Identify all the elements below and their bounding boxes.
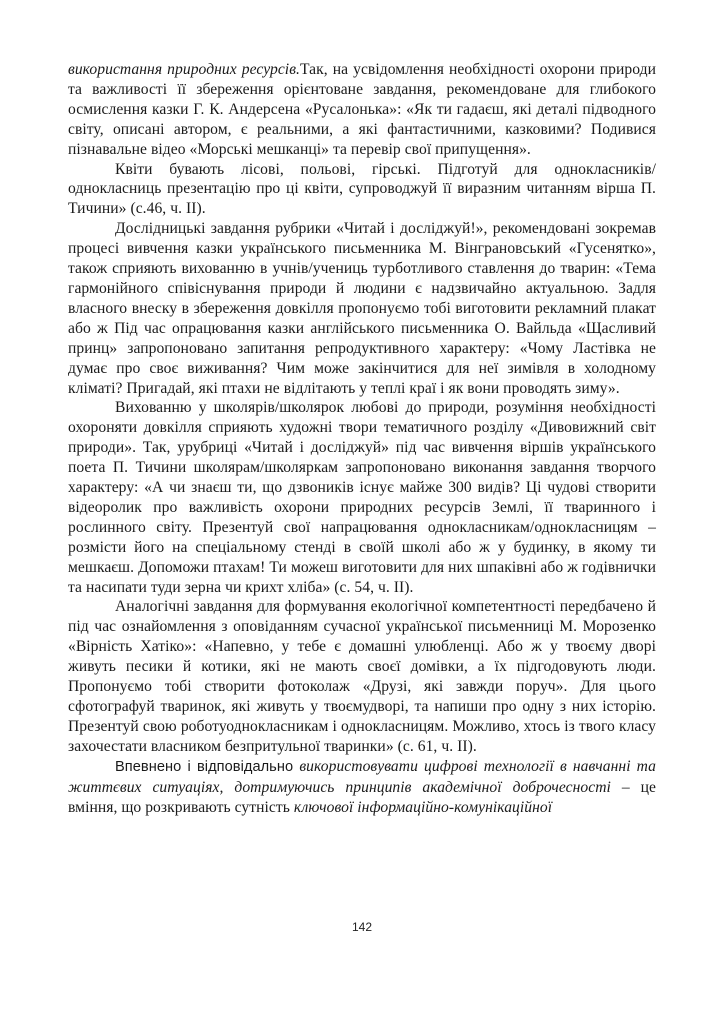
paragraph-6-lead: Впевнено і відповідально — [115, 758, 300, 775]
page-number: 142 — [351, 920, 373, 934]
paragraph-3: Дослідницькі завдання рубрики «Читай і досліджуй!», рекомендовані зокремав процесі вивчення казки українського письменника М. Вінграновський «Гусенятко», також сприяють вихованню в учнів/учениць турботливого ставлення до тварин: «Тема гармонійного співіснування природи й людини є надзвичайно актуальною. Задля власного внеску в збереження довкілля пропонуємо тобі виготовити рекламний плакат або ж Під час опрацювання казки англійського письменника О. Вайльда «Щасливий принц» запропоновано запитання репродуктивного характеру: «Чому Ластівка не думає про своє виживання? Чим може закінчитися для неї зимівля в холодному кліматі? Пригадай, які птахи не відлітають у теплі краї і як вони проводять зиму». — [68, 220, 656, 397]
italic-phrase: ключової інформаційно-комунікаційної — [293, 798, 553, 816]
paragraph-5: Аналогічні завдання для формування екологічної компетентності передбачено й під час ознайомлення з оповіданням сучасної української письменниці М. Морозенко «Вірність Хатіко»: «Напевно, у тебе є домашні улюбленці. Або ж у твоєму дворі живуть песики й котики, які не мають своєї домівки, а їх підгодовують люди. Пропонуємо тобі створити фотоколаж «Друзі, які завжди поруч». Для цього сфотографуй тваринок, які живуть у твоємудворі, та напиши про одну з них історію. Презентуй свою роботуоднокласникам і однокласницям. Можливо, хтось із твого класу захочестати власником безпритульної тваринки» (с. 61, ч. ІІ). — [68, 598, 656, 755]
italic-phrase: використання природних ресурсів. — [68, 61, 300, 78]
paragraph-6-text: – це вміння, що розкривають сутність — [68, 778, 656, 816]
paragraph-4: Вихованню у школярів/школярок любові до природи, розуміння необхідності охороняти довкілля сприяють художні твори тематичного розділу «Дивовижний світ природи». Так, урубриці «Читай і досліджуй» під час вивчення віршів українського поета П. Тичини школярам/школяркам запропоновано виконання завдання творчого характеру: «А чи знаєш ти, що дзвоників існує майже 300 видів? Ці чудові створити відеоролик про важливість охорони природних ресурсів Землі, її тваринного і рослинного світу. Презентуй свої напрацювання однокласникам/однокласницям – розмісти його на спеціальному стенді в своїй школі або ж у будинку, в якому ти мешкаєш. Допоможи птахам! Ти можеш виготовити для них шпаківні або ж годівнички та насипати туди зерна чи крихт хліба» (с. 54, ч. ІІ). — [68, 399, 656, 596]
paragraph-1-text: Так, на усвідомлення необхідності охорони природи та важливості її збереження орієнтоване завдання, рекомендоване для глибокого осмислення казки Г. К. Андерсена «Русалонька»: «Як ти гадаєш, які деталі підводного світу, описані автором, є реальними, а які фантастичними, казковими? Подивися пізнавальне відео «Морські мешканці» та перевір свої припущення». — [68, 61, 656, 158]
paragraph-1 — [68, 60, 656, 160]
paragraph-6 — [68, 757, 656, 818]
italic-phrase: використовувати цифрові технології в навчанні та життєвих ситуаціях, дотримуючись принципів академічної доброчесності — [68, 757, 656, 796]
paragraph-2: Квіти бувають лісові, польові, гірські. Підготуй для однокласників/однокласниць презентацію про ці квіти, супроводжуй її виразним читанням вірша П. Тичини» (с.46, ч. ІІ). — [68, 160, 656, 218]
document-body — [68, 60, 656, 817]
